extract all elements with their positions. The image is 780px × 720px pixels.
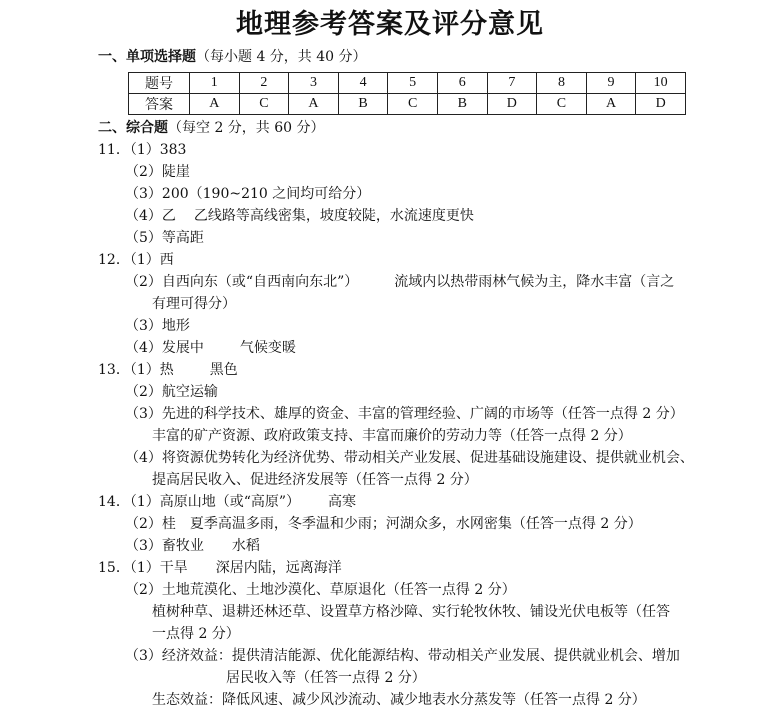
question-number: 6: [437, 73, 487, 94]
q13-2: （2）航空运输: [125, 384, 218, 400]
q13-1: [98, 361, 238, 379]
q11-2: （2）陡崖: [125, 164, 190, 180]
answer-cell: D: [487, 94, 537, 115]
q13-4-continued: 提高居民收入、促进经济发展等（任答一点得 2 分）: [152, 472, 478, 488]
q14-3: [125, 537, 260, 555]
answer-table-number-row: [129, 73, 686, 94]
answer-cell: B: [338, 94, 388, 115]
question-number: 10: [636, 73, 686, 94]
part1-heading-line: [98, 48, 367, 66]
q14-3-answer: （3）畜牧业: [125, 538, 204, 554]
q15-2: （2）土地荒漠化、土地沙漠化、草原退化（任答一点得 2 分）: [125, 582, 516, 598]
q11-4: [125, 207, 474, 225]
question-number: 8: [537, 73, 587, 94]
q15-3: （3）经济效益：提供清洁能源、优化能源结构、带动相关产业发展、提供就业机会、增加: [125, 648, 680, 664]
q12-3: （3）地形: [125, 318, 190, 334]
q11-4-answer: （4）乙: [125, 208, 176, 224]
part2-heading: 二、综合题: [98, 120, 168, 136]
q15-2-measures: 植树种草、退耕还林还草、设置草方格沙障、实行轮牧休牧、铺设光伏电板等（任答: [152, 604, 670, 620]
q11-1: 11．（1）383: [98, 142, 187, 158]
q12-2-reason: 流域内以热带雨林气候为主，降水丰富（言之: [394, 274, 675, 290]
q15-1-reason: 深居内陆，远离海洋: [215, 560, 342, 576]
q12-2-direction: （2）自西向东（或“自西南向东北”）: [125, 274, 359, 290]
q14-1: [98, 493, 356, 511]
q13-3-continued: 丰富的矿产资源、政府政策支持、丰富而廉价的劳动力等（任答一点得 2 分）: [152, 428, 632, 444]
part1-heading: 一、单项选择题: [98, 49, 196, 65]
answer-cell: C: [388, 94, 438, 115]
answer-cell: B: [437, 94, 487, 115]
answer-cell: C: [537, 94, 587, 115]
q12-2: [125, 273, 674, 291]
q12-4: [125, 339, 296, 357]
q13-1-color: 黑色: [209, 362, 238, 378]
question-number: 2: [239, 73, 289, 94]
q14-1-answer: 14．（1）高原山地（或“高原”）: [98, 494, 301, 510]
part2-heading-line: [98, 119, 325, 137]
q11-4-reason: 乙线路等高线密集，坡度较陡，水流速度更快: [193, 208, 474, 224]
q15-1: [98, 559, 342, 577]
q15-2-continued: 一点得 2 分）: [152, 626, 240, 642]
q14-2: （2）桂 夏季高温多雨，冬季温和少雨；河湖众多，水网密集（任答一点得 2 分）: [125, 516, 642, 532]
q12-2-continued: 有理可得分）: [152, 296, 236, 312]
q11-5: （5）等高距: [125, 230, 204, 246]
q15-1-answer: 15．（1）干旱: [98, 560, 188, 576]
answer-cell: A: [190, 94, 240, 115]
answer-cell: D: [636, 94, 686, 115]
part1-note: （每小题 4 分，共 40 分）: [196, 49, 367, 65]
answer-cell: A: [289, 94, 339, 115]
question-number: 7: [487, 73, 537, 94]
q14-3-crop: 水稻: [231, 538, 260, 554]
row-label-answer: 答案: [129, 94, 190, 115]
question-number: 4: [338, 73, 388, 94]
answer-cell: C: [239, 94, 289, 115]
part2-note: （每空 2 分，共 60 分）: [168, 120, 325, 136]
q13-4: （4）将资源优势转化为经济优势、带动相关产业发展、促进基础设施建设、提供就业机会、: [125, 450, 694, 466]
question-number: 9: [586, 73, 636, 94]
answer-table-answer-row: [129, 94, 686, 115]
q13-3: （3）先进的科学技术、雄厚的资金、丰富的管理经验、广阔的市场等（任答一点得 2 分）: [125, 406, 684, 422]
question-number: 3: [289, 73, 339, 94]
q15-3-ecology: 生态效益：降低风速、减少风沙流动、减少地表水分蒸发等（任答一点得 2 分）: [152, 692, 646, 708]
q14-1-climate: 高寒: [328, 494, 357, 510]
question-number: 1: [190, 73, 240, 94]
row-label-question: 题号: [129, 73, 190, 94]
answer-cell: A: [586, 94, 636, 115]
question-number: 5: [388, 73, 438, 94]
q13-1-answer: 13．（1）热: [98, 362, 174, 378]
q11-3: （3）200（190~210 之间均可给分）: [125, 186, 371, 202]
q12-4-issue: 气候变暖: [239, 340, 296, 356]
q12-4-answer: （4）发展中: [125, 340, 204, 356]
page-title: 地理参考答案及评分意见: [236, 9, 544, 40]
q15-3-continued: 居民收入等（任答一点得 2 分）: [226, 670, 426, 686]
answer-table: [128, 72, 686, 115]
q12-1: 12．（1）西: [98, 252, 174, 268]
